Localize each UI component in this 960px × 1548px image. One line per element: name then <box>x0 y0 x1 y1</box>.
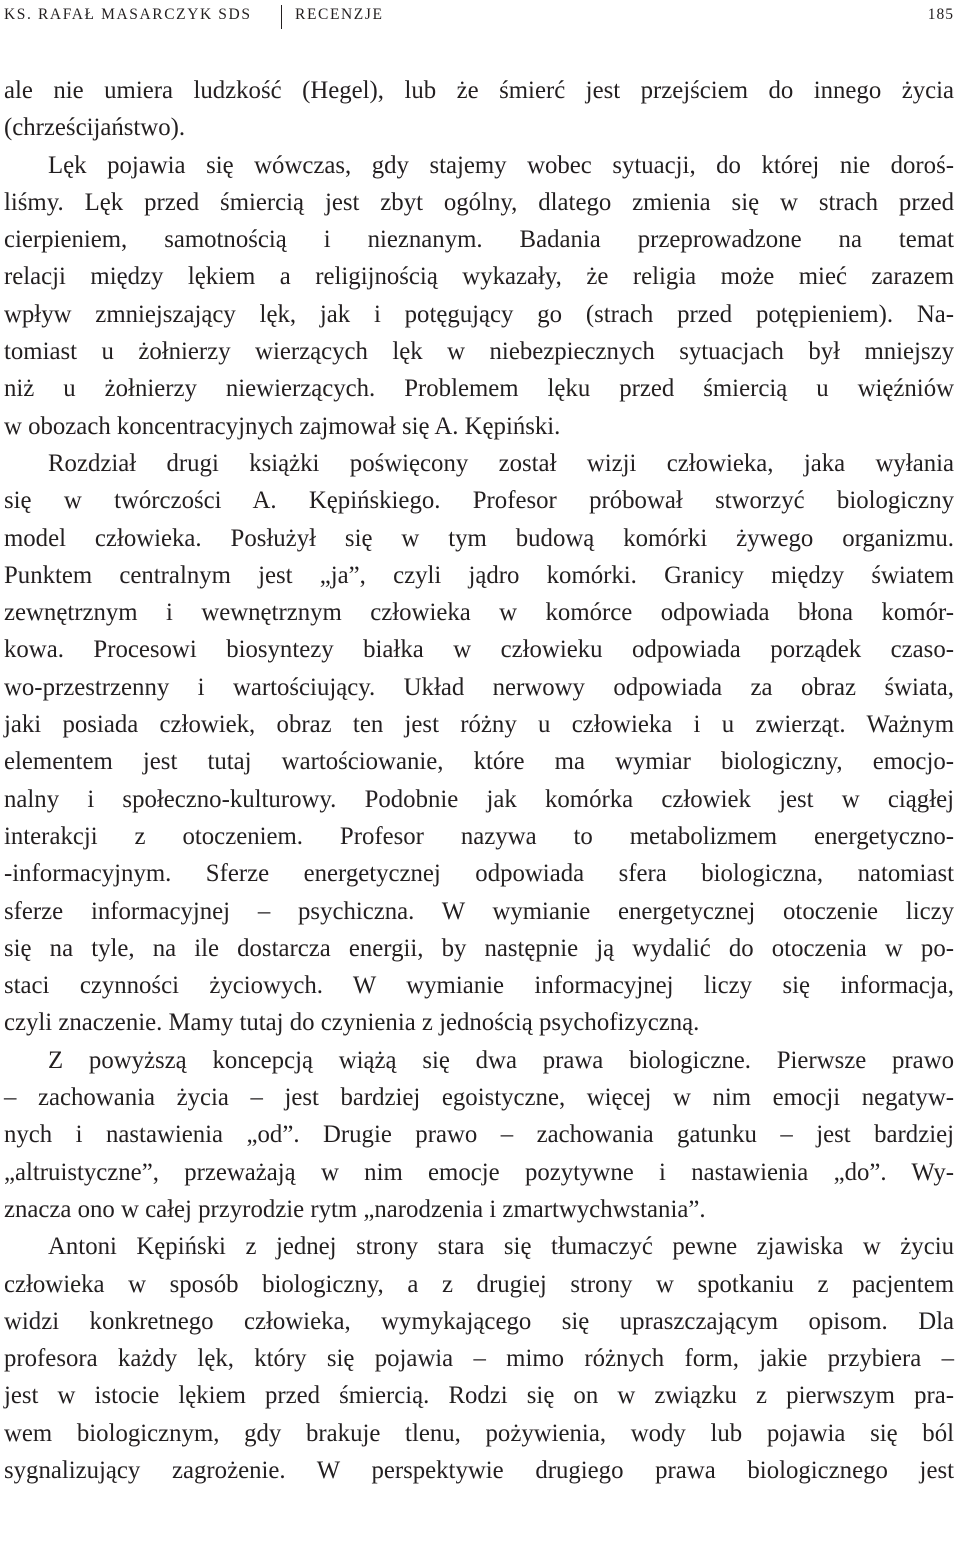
text-line: zewnętrznym i wewnętrznym człowieka w komórce odpowiada błona komór- <box>4 599 954 627</box>
text-line: Z powyższą koncepcją wiążą się dwa prawa biologiczne. Pierwsze prawo <box>48 1046 954 1074</box>
running-head-author: KS. RAFAŁ MASARCZYK SDS <box>4 6 252 23</box>
text-line: Punktem centralnym jest „ja”, czyli jądro komórki. Granicy między światem <box>4 561 954 589</box>
text-line: nych i nastawienia „od”. Drugie prawo – zachowania gatunku – jest bardziej <box>4 1121 954 1149</box>
text-line: się w twórczości A. Kępińskiego. Profesor próbował stworzyć biologiczny <box>4 487 954 515</box>
text-line: ale nie umiera ludzkość (Hegel), lub że śmierć jest przejściem do innego życia <box>4 77 954 104</box>
running-head-section: RECENZJE <box>295 6 384 23</box>
text-line: czyli znaczenie. Mamy tutaj do czynienia z jednością psychofizyczną. <box>4 1009 700 1037</box>
text-line: wpływ zmniejszający lęk, jak i potęgujący go (strach przed potępieniem). Na- <box>4 300 954 328</box>
text-line: Antoni Kępiński z jednej strony stara się tłumaczyć pewne zjawiska w życiu <box>48 1233 954 1261</box>
page-number: 185 <box>927 6 954 23</box>
text-line: relacji między lękiem a religijnością wykazały, że religia może mieć zarazem <box>4 263 954 291</box>
text-line: niż u żołnierzy niewierzących. Problemem lęku przed śmiercią u więźniów <box>4 375 954 403</box>
text-line: widzi konkretnego człowieka, wymykającego się upraszczającym opisom. Dla <box>4 1307 954 1335</box>
article-body <box>4 72 954 1489</box>
text-line: jest w istocie lękiem przed śmiercią. Rodzi się on w związku z pierwszym pra- <box>4 1382 954 1410</box>
text-line: kowa. Procesowi biosyntezy białka w człowieku odpowiada porządek czaso- <box>4 636 954 664</box>
text-line: człowieka w sposób biologiczny, a z drugiej strony w spotkaniu z pacjentem <box>4 1270 954 1298</box>
text-line: (chrześcijaństwo). <box>4 114 186 142</box>
text-line: wem biologicznym, gdy brakuje tlenu, pożywienia, wody lub pojawia się ból <box>4 1419 954 1447</box>
text-line: sferze informacyjnej – psychiczna. W wymianie energetycznej otoczenie liczy <box>4 897 954 925</box>
text-line: Lęk pojawia się wówczas, gdy stajemy wobec sytuacji, do której nie doroś- <box>48 151 954 179</box>
text-line: „altruistyczne”, przeważają w nim emocje pozytywne i nastawienia „do”. Wy- <box>4 1158 954 1186</box>
text-line: staci czynności życiowych. W wymianie informacyjnej liczy się informacja, <box>4 972 954 1000</box>
text-line: jaki posiada człowiek, obraz ten jest różny u człowieka i u zwierząt. Ważnym <box>4 711 954 739</box>
text-line: -informacyjnym. Sferze energetycznej odpowiada sfera biologiczna, natomiast <box>4 860 954 888</box>
running-head <box>4 6 954 30</box>
text-line: nalny i społeczno-kulturowy. Podobnie jak komórka człowiek jest w ciągłej <box>4 785 954 813</box>
text-line: cierpieniem, samotnością i nieznanym. Badania przeprowadzone na temat <box>4 226 954 254</box>
text-line: Rozdział drugi książki poświęcony został wizji człowieka, jaka wyłania <box>48 449 954 477</box>
text-line: wo-przestrzenny i wartościujący. Układ nerwowy odpowiada za obraz świata, <box>4 673 954 701</box>
text-line: – zachowania życia – jest bardziej egoistyczne, więcej w nim emocji negatyw- <box>4 1084 954 1112</box>
text-line: się na tyle, na ile dostarcza energii, by następnie ją wydalić do otoczenia w po- <box>4 934 954 962</box>
text-line: profesora każdy lęk, który się pojawia – mimo różnych form, jakie przybiera – <box>4 1345 954 1373</box>
text-line: sygnalizujący zagrożenie. W perspektywie drugiego prawa biologicznego jest <box>4 1456 954 1484</box>
text-line: znacza ono w całej przyrodzie rytm „narodzenia i zmartwychwstania”. <box>4 1195 706 1223</box>
text-line: model człowieka. Posłużył się w tym budową komórki żywego organizmu. <box>4 524 954 552</box>
text-line: w obozach koncentracyjnych zajmował się A. Kępiński. <box>4 412 561 440</box>
text-line: liśmy. Lęk przed śmiercią jest zbyt ogólny, dlatego zmienia się w strach przed <box>4 188 954 216</box>
text-line: elementem jest tutaj wartościowanie, które ma wymiar biologiczny, emocjo- <box>4 748 954 776</box>
text-line: interakcji z otoczeniem. Profesor nazywa to metabolizmem energetyczno- <box>4 822 954 850</box>
running-head-separator <box>281 5 282 29</box>
text-line: tomiast u żołnierzy wierzących lęk w niebezpiecznych sytuacjach był mniejszy <box>4 338 954 366</box>
